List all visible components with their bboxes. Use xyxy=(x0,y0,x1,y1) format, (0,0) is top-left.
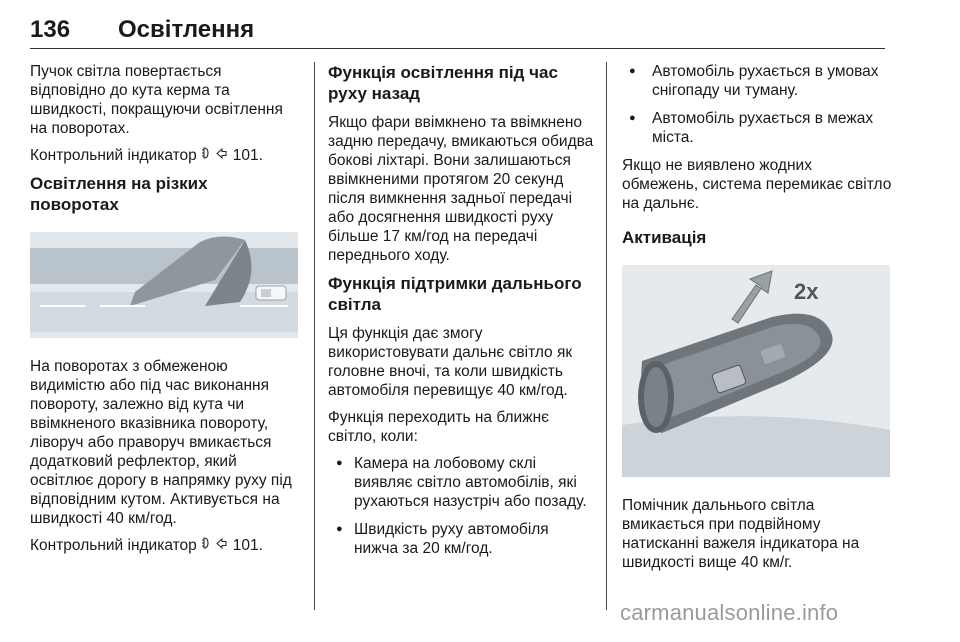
list-item: ● Камера на лобовому склі виявляє світло автомобілів, які рухаються назустріч або позаду. xyxy=(328,454,596,511)
paragraph: Якщо не виявлено жодних обмежень, система перемикає світло на дальнє. xyxy=(622,157,892,212)
column-divider xyxy=(314,62,315,610)
page-title: Освітлення xyxy=(118,16,255,43)
double-press-label: 2x xyxy=(794,279,819,304)
page-reference-icon xyxy=(215,537,228,550)
page-reference: 101. xyxy=(232,537,263,554)
headlight-indicator-icon xyxy=(201,146,211,160)
paragraph: Ця функція дає змогу використовувати дальнє світло як головне вночі, та коли швидкість автомобіля перевищує 40 км/год. xyxy=(328,325,573,399)
paragraph: На поворотах з обмеженою видимістю або під час виконання повороту, залежно від кута чи ввімкненого вказівника повороту, ліворуч або праворуч вмикається додатковий рефлектор, який освітлює дорогу в напрямку руху під відповідним кутом. Активується на швидкості 40 км/год. xyxy=(30,358,292,527)
paragraph: Функція переходить на ближнє світло, коли: xyxy=(328,409,550,445)
lever-illustration xyxy=(622,265,890,477)
section-heading: Активація xyxy=(622,228,707,247)
bullet-list xyxy=(328,454,596,558)
section-heading: Освітлення на різких поворотах xyxy=(30,174,208,214)
page-number: 136 xyxy=(30,16,71,43)
section-heading: Функція освітлення під час руху назад xyxy=(328,63,558,103)
page-reference: 101. xyxy=(232,147,263,164)
column-2 xyxy=(328,62,596,567)
cornering-light-illustration xyxy=(30,232,298,338)
bullet-list xyxy=(622,62,892,147)
page-reference-icon xyxy=(215,147,228,160)
headlight-indicator-icon xyxy=(201,536,211,550)
column-divider xyxy=(606,62,607,610)
column-3 xyxy=(622,62,892,580)
list-item: ● Автомобіль рухається в умовах снігопаду чи туману. xyxy=(622,62,892,100)
section-heading: Функція підтримки дальнього світла xyxy=(328,274,582,314)
list-item: ● Швидкість руху автомобіля нижча за 20 км/год. xyxy=(328,520,596,558)
list-item: ● Автомобіль рухається в межах міста. xyxy=(622,109,892,147)
indicator-reference xyxy=(30,146,300,165)
watermark: carmanualsonline.info xyxy=(620,600,839,625)
indicator-reference xyxy=(30,536,300,555)
paragraph: Якщо фари ввімкнено та ввімкнено задню передачу, вмикаються обидва бокові ліхтарі. Вони залишаються ввімкненими протягом 20 секунд після вимкнення задньої передачі або досягнення швидкості руху більше 17 км/год на передачі переднього ходу. xyxy=(328,114,594,264)
paragraph: Пучок світла повертається відповідно до кута керма та швидкості, покращуючи освітлення на поворотах. xyxy=(30,63,283,137)
paragraph: Помічник дальнього світла вмикається при подвійному натисканні важеля індикатора на швидкості вище 40 км/г. xyxy=(622,497,860,571)
indicator-text: Контрольний індикатор xyxy=(30,147,197,164)
indicator-text: Контрольний індикатор xyxy=(30,537,197,554)
column-1 xyxy=(30,62,300,563)
page-header xyxy=(30,10,885,49)
